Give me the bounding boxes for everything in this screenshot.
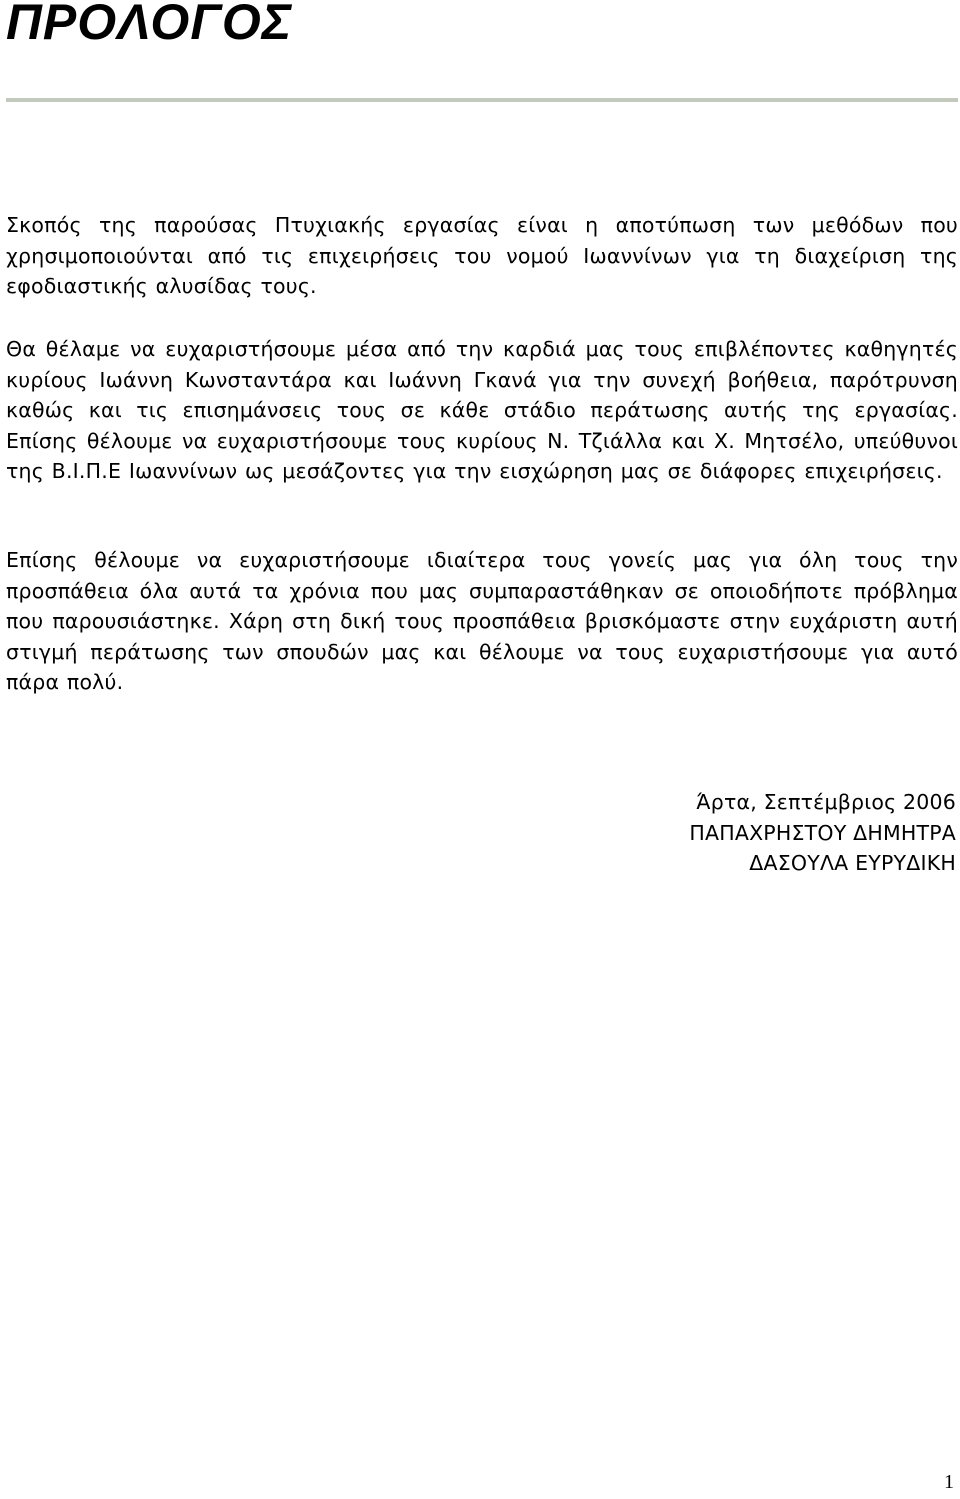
title-divider — [6, 98, 958, 102]
author-name: ΔΑΣΟΥΛΑ ΕΥΡΥΔΙΚΗ — [749, 851, 956, 875]
signoff-block — [689, 787, 956, 879]
page-title: ΠΡΟΛΟΓΟΣ — [6, 0, 293, 50]
paragraph-acknowledgements: Θα θέλαμε να ευχαριστήσουμε μέσα από την καρδιά μας τους επιβλέποντες καθηγητές κυρίους Ιωάννη Κωνσταντάρα και Ιωάννη Γκανά για την συνεχή βοήθεια, παρότρυνση καθώς και τις επισημάνσεις τους σε κάθε στάδιο περάτωσης αυτής της εργασίας. Επίσης θέλουμε να ευχαριστήσουμε τους κυρίους Ν. Τζιάλλα και Χ. Μητσέλο, υπεύθυνοι της Β.Ι.Π.Ε Ιωαννίνων ως μεσάζοντες για την εισχώρηση μας σε διάφορες επιχειρήσεις. — [6, 337, 958, 483]
author-name: ΠΑΠΑΧΡΗΣΤΟΥ ΔΗΜΗΤΡΑ — [689, 820, 956, 845]
page-number: 1 — [944, 1471, 954, 1493]
paragraph-purpose: Σκοπός της παρούσας Πτυχιακής εργασίας είναι η αποτύπωση των μεθόδων που χρησιμοποιούνται από τις επιχειρήσεις του νομού Ιωαννίνων για τη διαχείριση της εφοδιαστικής αλυσίδας τους. — [6, 213, 958, 298]
paragraph-family-thanks: Επίσης θέλουμε να ευχαριστήσουμε ιδιαίτερα τους γονείς μας για όλη τους την προσπάθεια όλα αυτά τα χρόνια που μας συμπαραστάθηκαν σε οποιοδήποτε πρόβλημα που παρουσιάστηκε. Χάρη στη δική τους προσπάθεια βρισκόμαστε στην ευχάριστη αυτή στιγμή περάτωσης των σπουδών μας και θέλουμε να τους ευχαριστήσουμε για αυτό πάρα πολύ. — [6, 548, 958, 694]
place-date: Άρτα, Σεπτέμβριος 2006 — [696, 790, 956, 814]
